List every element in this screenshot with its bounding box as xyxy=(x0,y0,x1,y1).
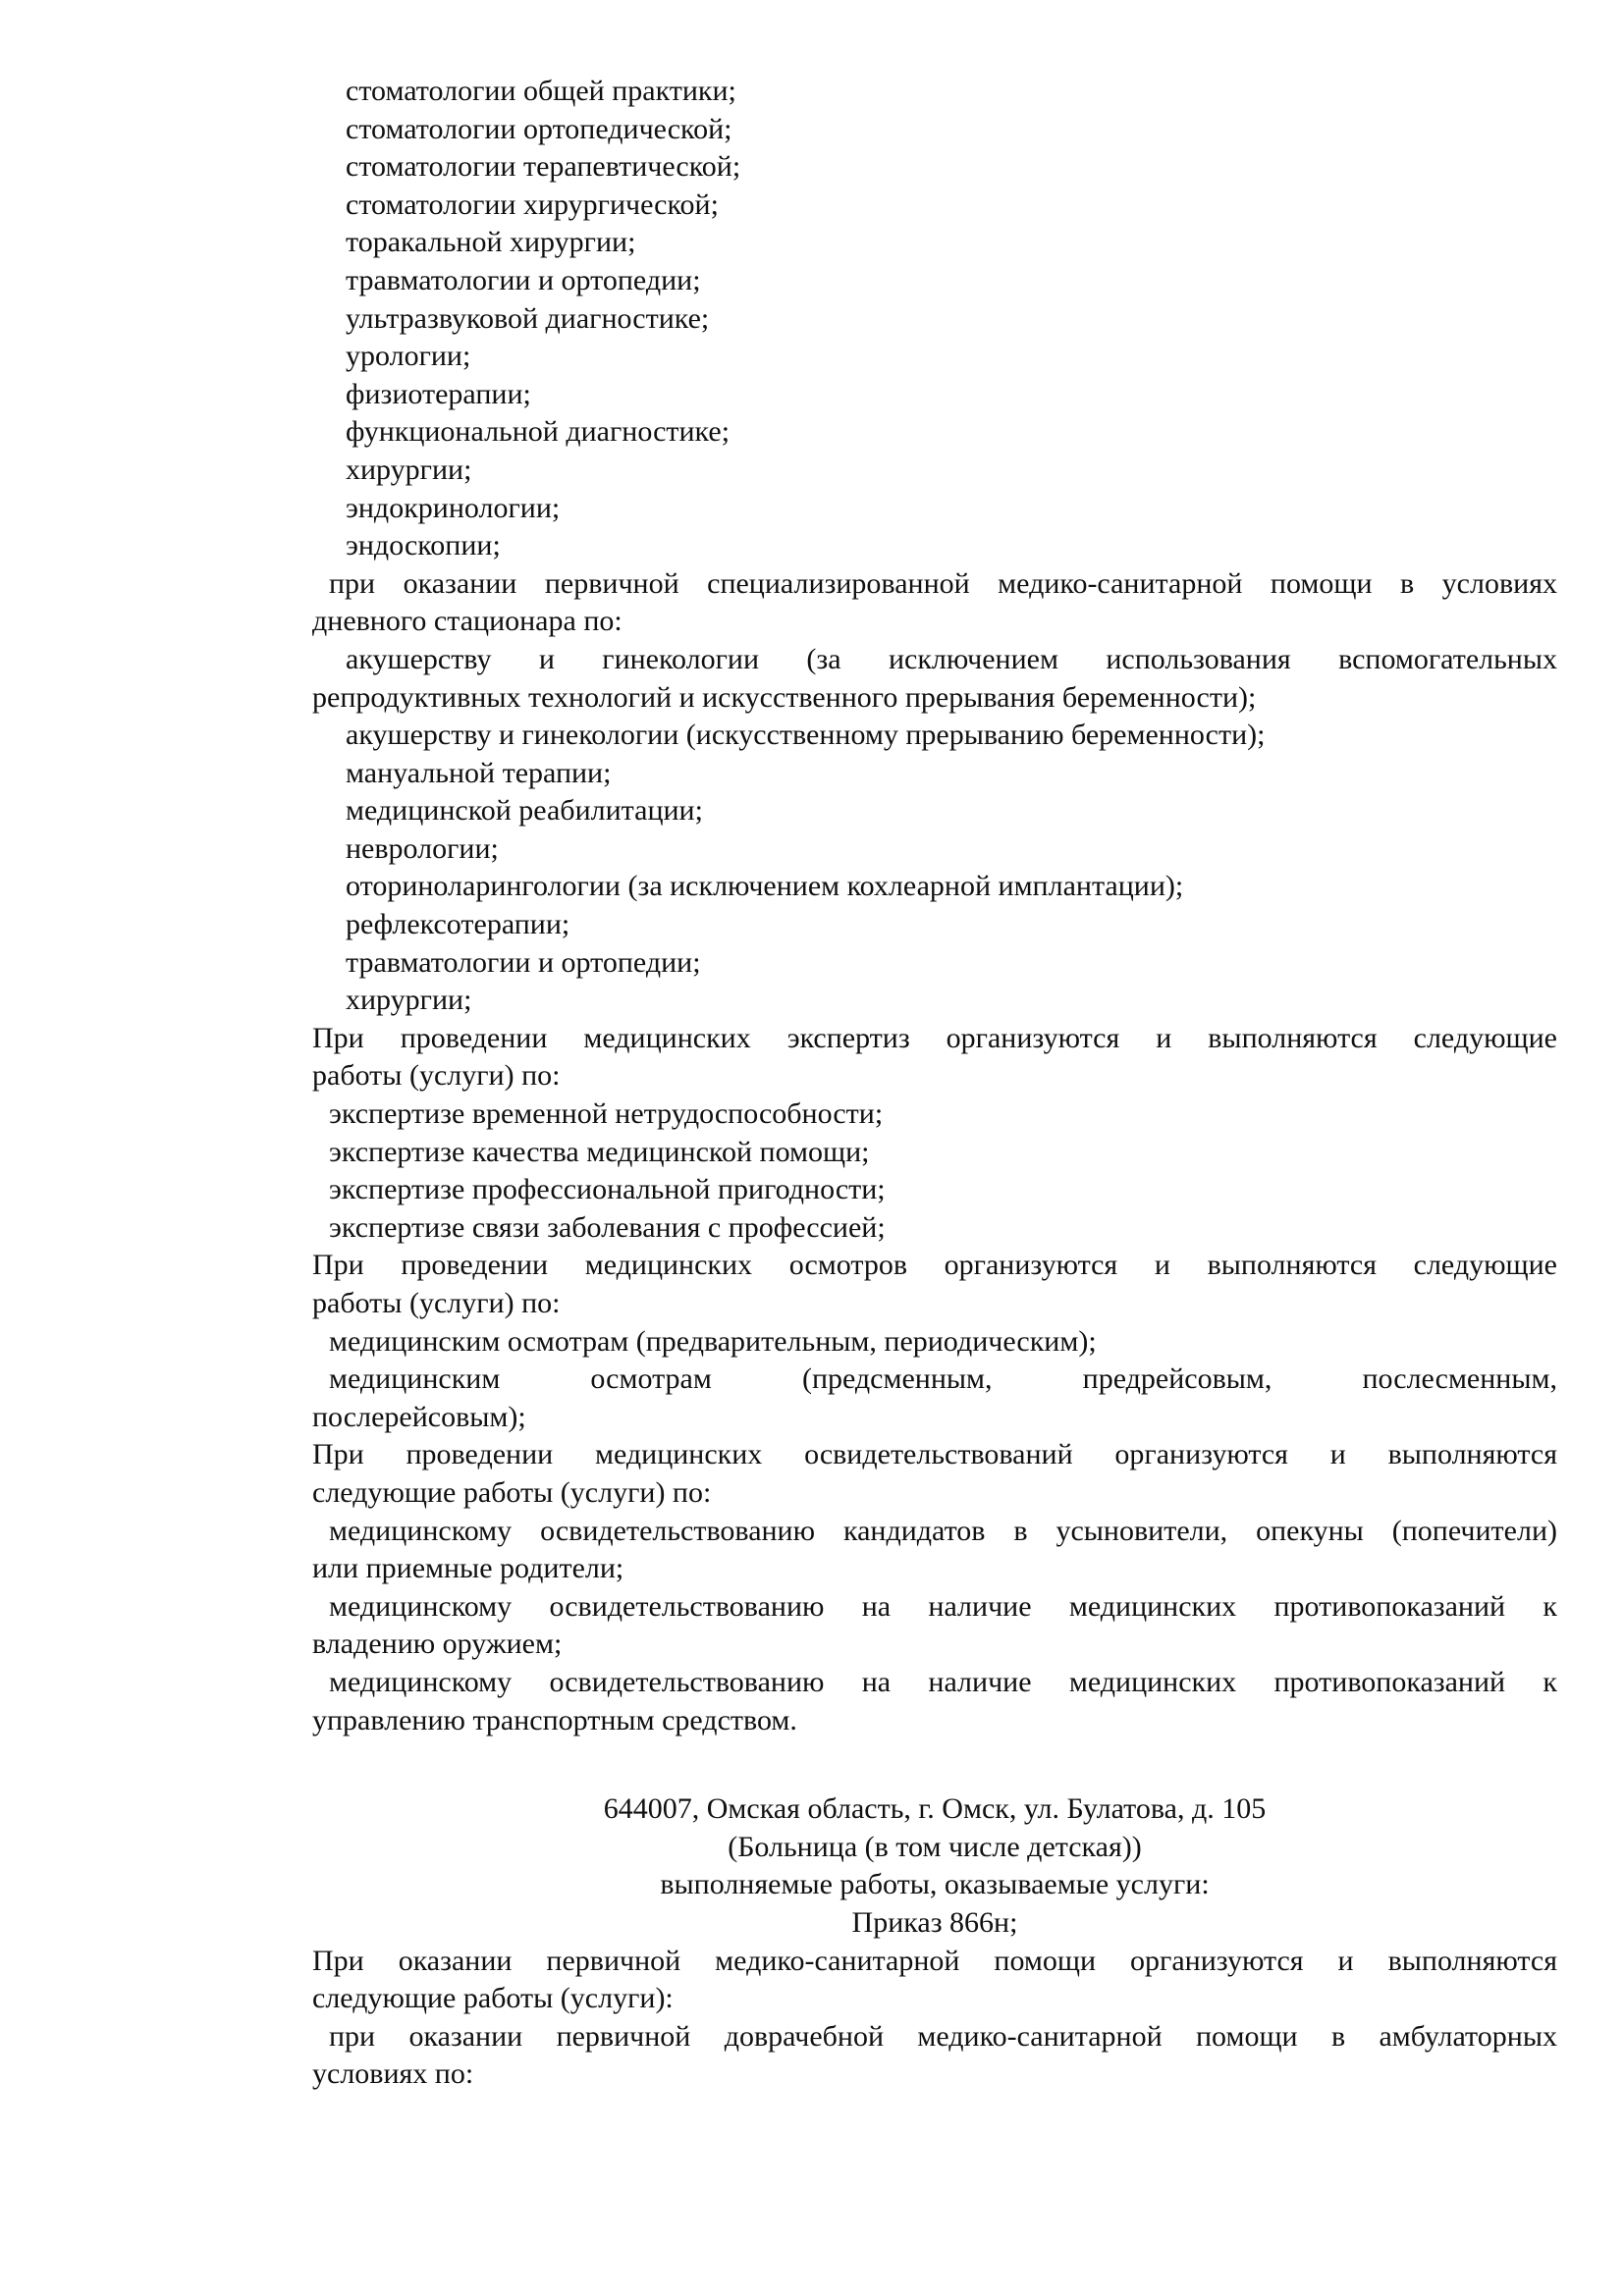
list-item: ультразвуковой диагностике; xyxy=(346,301,710,335)
list-item: медицинскому освидетельствованию кандидатов в усыновители, опекуны (попечители) xyxy=(329,1514,1557,1547)
primary-care-paragraph xyxy=(312,1943,1557,2094)
paragraph-line: акушерству и гинекологии (за исключением использования вспомогательных xyxy=(346,642,1557,675)
paragraph-line: При оказании первичной медико-санитарной помощи организуются и выполняются xyxy=(312,1944,1557,1977)
list-item: медицинскому освидетельствованию на наличие медицинских противопоказаний к xyxy=(329,1665,1557,1698)
paragraph-line: репродуктивных технологий и искусственного прерывания беременности); xyxy=(312,680,1257,714)
list-item: рефлексотерапии; xyxy=(346,908,570,941)
list-item: физиотерапии; xyxy=(346,377,531,410)
list-item: стоматологии терапевтической; xyxy=(346,150,741,184)
facility-address: 644007, Омская область, г. Омск, ул. Булатова, д. 105 xyxy=(603,1792,1267,1826)
specialty-list-a xyxy=(312,73,1557,565)
list-item: оториноларингологии (за исключением кохлеарной имплантации); xyxy=(346,870,1184,903)
paragraph-line: При проведении медицинских осмотров организуются и выполняются следующие xyxy=(312,1249,1557,1282)
section-gap xyxy=(312,1739,1557,1790)
list-item: эндоскопии; xyxy=(346,529,501,562)
paragraph-line: следующие работы (услуги): xyxy=(312,1982,674,2015)
list-item: функциональной диагностике; xyxy=(346,415,731,449)
list-item: мануальной терапии; xyxy=(346,756,612,789)
list-item: медицинской реабилитации; xyxy=(346,794,703,828)
list-item: медицинским осмотрам (предварительным, периодическим); xyxy=(329,1324,1097,1358)
paragraph-line: При проведении медицинских освидетельствований организуются и выполняются xyxy=(312,1438,1557,1471)
paragraph-line: владению оружием; xyxy=(312,1628,563,1661)
paragraph-line: работы (услуги) по: xyxy=(312,1287,561,1319)
paragraph-line: При проведении медицинских экспертиз организуются и выполняются следующие xyxy=(312,1021,1557,1054)
paragraph-line: или приемные родители; xyxy=(312,1552,624,1585)
list-item: медицинским осмотрам (предсменным, предрейсовым, послесменным, xyxy=(329,1362,1557,1396)
services-heading: выполняемые работы, оказываемые услуги: xyxy=(660,1868,1210,1901)
list-item: акушерству и гинекологии (искусственному прерыванию беременности); xyxy=(346,719,1266,752)
list-item: хирургии; xyxy=(346,984,472,1017)
list-item: эндокринологии; xyxy=(346,491,561,524)
paragraph-line: управлению транспортным средством. xyxy=(312,1703,797,1736)
list-item: стоматологии общей практики; xyxy=(346,75,736,107)
list-item: экспертизе качества медицинской помощи; xyxy=(329,1135,870,1168)
list-item: экспертизе связи заболевания с профессией; xyxy=(329,1210,886,1244)
list-item: экспертизе профессиональной пригодности; xyxy=(329,1173,886,1206)
certification-paragraph xyxy=(312,1436,1557,1739)
facility-type: (Больница (в том числе детская)) xyxy=(728,1830,1142,1863)
expertise-paragraph xyxy=(312,1020,1557,1095)
exams-paragraph xyxy=(312,1247,1557,1436)
day-hospital-paragraph xyxy=(312,565,1557,641)
specialty-list-b xyxy=(312,717,1557,1020)
paragraph-line: следующие работы (услуги) по: xyxy=(312,1475,712,1509)
list-item: стоматологии ортопедической; xyxy=(346,112,732,145)
list-item: стоматологии хирургической; xyxy=(346,187,719,221)
expertise-list xyxy=(312,1095,1557,1247)
paragraph-line: дневного стационара по: xyxy=(312,605,623,638)
paragraph-line: условиях по: xyxy=(312,2057,474,2091)
obstetrics-exclusion-item xyxy=(312,641,1557,717)
paragraph-line: послерейсовым); xyxy=(312,1400,526,1433)
facility-header xyxy=(312,1790,1557,1942)
paragraph-line: при оказании первичной специализированной медико-санитарной помощи в условиях xyxy=(329,566,1557,600)
list-item: урологии; xyxy=(346,340,471,373)
list-item: хирургии; xyxy=(346,453,472,486)
paragraph-line: при оказании первичной доврачебной медико-санитарной помощи в амбулаторных xyxy=(329,2019,1557,2053)
list-item: травматологии и ортопедии; xyxy=(346,945,701,979)
list-item: торакальной хирургии; xyxy=(346,226,636,259)
list-item: травматологии и ортопедии; xyxy=(346,263,701,296)
paragraph-line: работы (услуги) по: xyxy=(312,1059,561,1093)
document-page xyxy=(312,73,1557,2094)
list-item: неврологии; xyxy=(346,831,499,865)
list-item: медицинскому освидетельствованию на наличие медицинских противопоказаний к xyxy=(329,1589,1557,1623)
order-reference: Приказ 866н; xyxy=(851,1905,1018,1939)
list-item: экспертизе временной нетрудоспособности; xyxy=(329,1097,884,1131)
